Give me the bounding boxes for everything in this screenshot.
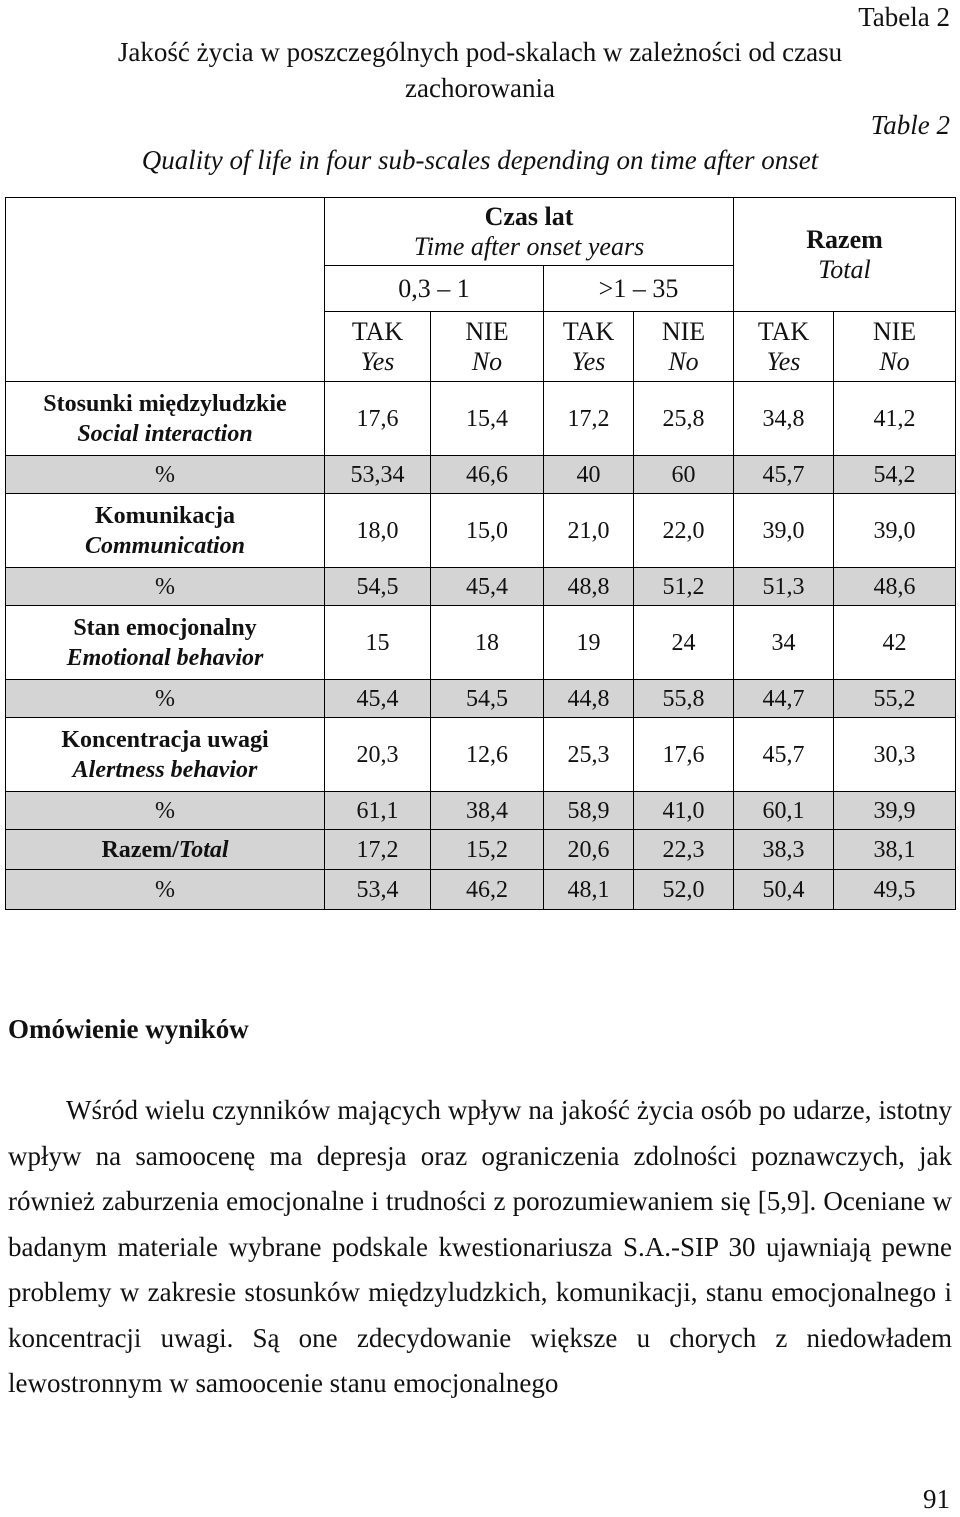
table-cell: 20,3 [325,718,431,792]
table-row [6,718,956,792]
row-label [6,494,325,568]
row-label [6,680,325,718]
table-cell: 58,9 [544,792,634,830]
total-header [734,198,956,312]
paragraph-text: Wśród wielu czynników mających wpływ na jakość życia osób po udarze, istotny wpływ na samoocenę ma depresja oraz ograniczenia zdolności poznawczych, jak również zaburzenia emocjonalne i trudności z porozumiewaniem się [5,9]. Oceniane w badanym materiale wybrane podskale kwestionariusza S.A.-SIP 30 ujawniają pewne problemy w zakresie stosunków międzyludzkich, komunikacji, stanu emocjonalnego i koncentracji uwagi. Są one zdecydowanie większe u chorych z niedowładem lewostronnym w samoocenie stanu emocjonalnego [8,1095,952,1398]
table-cell: 46,2 [431,870,544,910]
group-header [325,198,734,266]
table-cell: 38,1 [834,830,956,870]
table-row [6,606,956,680]
table-row [6,568,956,606]
table-cell: 50,4 [734,870,834,910]
table-cell: 55,2 [834,680,956,718]
table-cell: 44,7 [734,680,834,718]
table-cell: 34 [734,606,834,680]
group-header-en: Time after onset years [413,231,645,261]
row-label [6,718,325,792]
row-label-pl: Razem/ [101,836,179,863]
row-label-en: Emotional behavior [66,644,264,671]
range-header-2: >1 – 35 [544,266,734,312]
row-label-pl: Stosunki międzyludzkie [43,390,287,417]
total-header-en: Total [818,254,871,284]
row-label-pl: Stan emocjonalny [73,614,257,641]
table-cell: 60,1 [734,792,834,830]
col-header-yes-en: Yes [766,346,801,376]
table-cell: 48,6 [834,568,956,606]
total-header-pl: Razem [806,224,883,254]
table-row [6,870,956,910]
col-header-yes-pl: TAK [562,316,615,346]
table-cell: 15 [325,606,431,680]
col-header-no [834,312,956,382]
row-label-pl: % [155,573,175,600]
table-cell: 49,5 [834,870,956,910]
row-label-pl: % [155,685,175,712]
table-cell: 53,4 [325,870,431,910]
table-cell: 40 [544,456,634,494]
range-header-1: 0,3 – 1 [325,266,544,312]
table-title-en: Quality of life in four sub-scales depending on time after onset [141,145,819,175]
table-cell: 44,8 [544,680,634,718]
table-row [6,792,956,830]
row-label [6,870,325,910]
table-cell: 45,4 [431,568,544,606]
row-label [6,792,325,830]
row-label [6,382,325,456]
table-cell: 54,2 [834,456,956,494]
table-cell: 17,2 [544,382,634,456]
row-label-en: Communication [84,532,246,559]
table-cell: 39,0 [834,494,956,568]
table-title-pl-line1: Jakość życia w poszczególnych pod-skalach w zależności od czasu [117,37,843,67]
table-row [6,456,956,494]
table-cell: 18 [431,606,544,680]
table-cell: 41,2 [834,382,956,456]
row-label [6,456,325,494]
table-cell: 19 [544,606,634,680]
col-header-yes [325,312,431,382]
table-cell: 12,6 [431,718,544,792]
quality-of-life-table [5,197,956,910]
table-cell: 42 [834,606,956,680]
table-cell: 18,0 [325,494,431,568]
row-label-pl: Komunikacja [94,502,235,529]
table-cell: 54,5 [325,568,431,606]
table-cell: 38,4 [431,792,544,830]
table-cell: 48,1 [544,870,634,910]
table-cell: 41,0 [634,792,734,830]
table-row [6,680,956,718]
row-label-en: Alertness behavior [72,756,258,783]
table-cell: 39,9 [834,792,956,830]
table-cell: 45,4 [325,680,431,718]
body-paragraph [8,1088,952,1407]
table-label-pl: Tabela 2 [858,2,950,32]
table-row [6,830,956,870]
col-header-no [431,312,544,382]
row-label [6,568,325,606]
col-header-yes-pl: TAK [351,316,404,346]
table-cell: 25,8 [634,382,734,456]
group-header-pl: Czas lat [484,201,574,231]
row-label [6,606,325,680]
table-cell: 34,8 [734,382,834,456]
table-title-pl [0,34,960,106]
table-cell: 39,0 [734,494,834,568]
table-cell: 17,6 [325,382,431,456]
table-row [6,382,956,456]
table-label-en: Table 2 [870,110,950,140]
table-cell: 60 [634,456,734,494]
table-title-pl-line2: zachorowania [405,73,555,103]
col-header-no-en: No [668,346,699,376]
table-cell: 45,7 [734,718,834,792]
table-cell: 25,3 [544,718,634,792]
page-number: 91 [923,1484,950,1514]
corner-cell [6,198,325,382]
col-header-no [634,312,734,382]
col-header-yes-pl: TAK [757,316,810,346]
table-cell: 52,0 [634,870,734,910]
col-header-no-pl: NIE [465,316,509,346]
section-title: Omówienie wyników [8,1014,249,1044]
col-header-no-pl: NIE [661,316,706,346]
col-header-yes [734,312,834,382]
row-label-en: Total [178,836,229,863]
col-header-yes-en: Yes [571,346,606,376]
table-cell: 15,4 [431,382,544,456]
table-cell: 38,3 [734,830,834,870]
table-cell: 54,5 [431,680,544,718]
table-cell: 45,7 [734,456,834,494]
col-header-no-pl: NIE [872,316,917,346]
table-cell: 24 [634,606,734,680]
table-cell: 15,2 [431,830,544,870]
table-cell: 53,34 [325,456,431,494]
table-row [6,494,956,568]
row-label-pl: % [155,876,175,903]
row-label-pl: % [155,461,175,488]
table-cell: 48,8 [544,568,634,606]
table-cell: 22,0 [634,494,734,568]
table-cell: 20,6 [544,830,634,870]
col-header-no-en: No [471,346,503,376]
table-cell: 21,0 [544,494,634,568]
row-label-pl: Koncentracja uwagi [61,726,269,753]
table-cell: 51,3 [734,568,834,606]
table-cell: 30,3 [834,718,956,792]
row-label-pl: % [155,797,175,824]
table-cell: 55,8 [634,680,734,718]
col-header-yes [544,312,634,382]
table-cell: 22,3 [634,830,734,870]
row-label-en: Social interaction [77,420,253,447]
table-cell: 61,1 [325,792,431,830]
row-label [6,830,325,870]
col-header-no-en: No [879,346,910,376]
table-cell: 17,2 [325,830,431,870]
table-cell: 46,6 [431,456,544,494]
table-cell: 15,0 [431,494,544,568]
col-header-yes-en: Yes [360,346,395,376]
table-cell: 17,6 [634,718,734,792]
table-cell: 51,2 [634,568,734,606]
